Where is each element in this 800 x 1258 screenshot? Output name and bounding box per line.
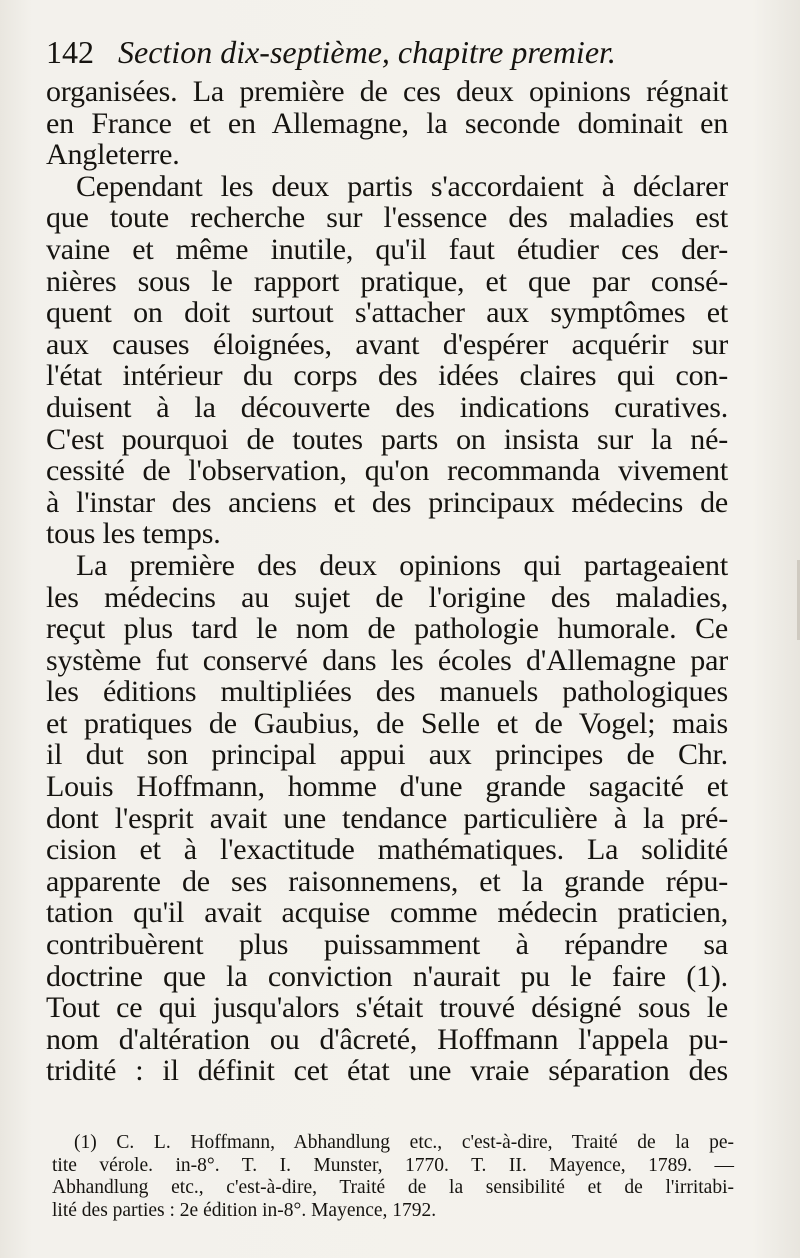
running-title: Section dix-septième, chapitre premier. (118, 34, 616, 70)
text-line: tridité : il définit cet état une vraie séparation des (46, 1054, 728, 1088)
footnote-line: tite vérole. in-8°. T. I. Munster, 1770. T. II. Mayence, 1789. — (52, 1154, 734, 1176)
page-number: 142 (46, 34, 94, 70)
text-line: il dut son principal appui aux principes de Chr. (46, 738, 728, 772)
text-line: tation qu'il avait acquise comme médecin praticien, (46, 896, 728, 930)
text-line: dont l'esprit avait une tendance particulière à la pré- (46, 801, 728, 835)
footnote-line: lité des parties : 2e édition in-8°. Mayence, 1792. (52, 1199, 437, 1221)
text-line: les éditions multipliées des manuels pathologiques (46, 675, 728, 709)
footnote (52, 1132, 734, 1222)
text-line: aux causes éloignées, avant d'espérer acquérir sur (46, 327, 728, 361)
text-line: et pratiques de Gaubius, de Selle et de Vogel; mais (46, 706, 728, 740)
text-line: doctrine que la conviction n'aurait pu le faire (1). (46, 959, 728, 993)
running-header (46, 34, 726, 78)
text-line: les médecins au sujet de l'origine des maladies, (46, 580, 728, 614)
text-line: cessité de l'observation, qu'on recommanda vivement (46, 454, 728, 488)
body-text (46, 76, 728, 1087)
text-line: Angleterre. (46, 138, 180, 172)
text-line: à l'instar des anciens et des principaux médecins de (46, 485, 728, 519)
text-line: en France et en Allemagne, la seconde dominait en (46, 106, 728, 140)
text-line: Tout ce qui jusqu'alors s'était trouvé désigné sous le (46, 991, 728, 1025)
text-line: l'état intérieur du corps des idées claires qui con- (46, 359, 728, 393)
text-line: duisent à la découverte des indications curatives. (46, 390, 728, 424)
text-line: nières sous le rapport pratique, et que par consé- (46, 264, 728, 298)
text-line: que toute recherche sur l'essence des maladies est (46, 201, 728, 235)
text-line: contribuèrent plus puissamment à répandre sa (46, 928, 728, 962)
footnote-line: Abhandlung etc., c'est-à-dire, Traité de la sensibilité et de l'irritabi- (52, 1177, 734, 1198)
text-line: tous les temps. (46, 517, 221, 551)
text-line: Louis Hoffmann, homme d'une grande sagacité et (46, 770, 728, 804)
text-line: apparente de ses raisonnemens, et la grande répu- (46, 864, 728, 898)
text-line: système fut conservé dans les écoles d'Allemagne par (46, 643, 728, 677)
text-line: vaine et même inutile, qu'il faut étudier ces der- (46, 232, 728, 266)
text-line: nom d'altération ou d'âcreté, Hoffmann l'appela pu- (46, 1022, 728, 1056)
text-line: reçut plus tard le nom de pathologie humorale. Ce (46, 612, 728, 646)
footnote-line: (1) C. L. Hoffmann, Abhandlung etc., c'est-à-dire, Traité de la pe- (74, 1132, 734, 1153)
text-line: quent on doit surtout s'attacher aux symptômes et (46, 296, 728, 330)
text-line: cision et à l'exactitude mathématiques. La solidité (46, 833, 728, 867)
text-line: organisées. La première de ces deux opinions régnait (46, 75, 728, 108)
text-line: C'est pourquoi de toutes parts on insista sur la né- (46, 422, 728, 456)
text-line: Cependant les deux partis s'accordaient à déclarer (76, 169, 728, 203)
text-line: La première des deux opinions qui partageaient (76, 548, 728, 582)
